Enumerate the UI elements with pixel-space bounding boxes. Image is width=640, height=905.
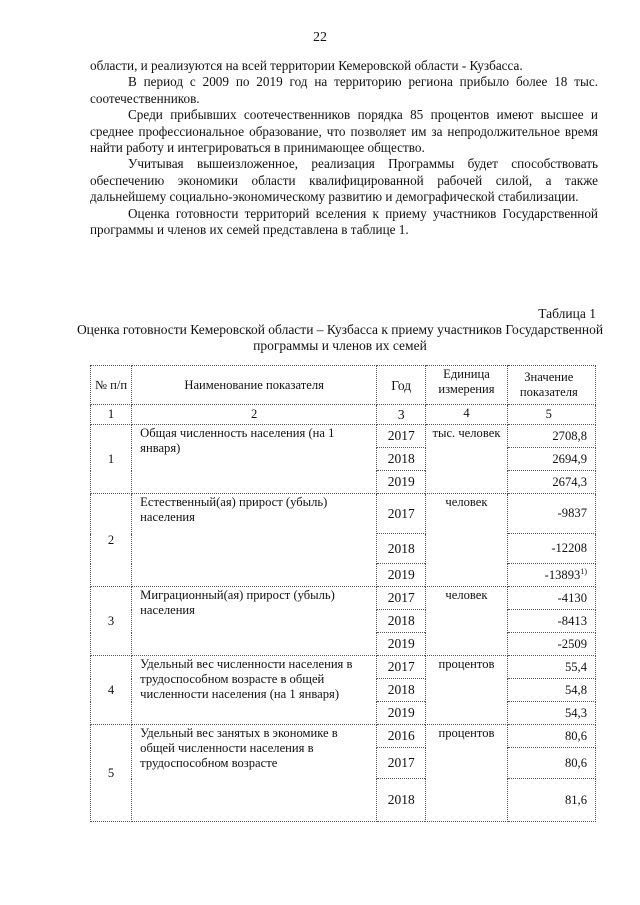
paragraph: области, и реализуются на всей территории Кемеровской области - Кузбасса. (90, 58, 523, 73)
value-cell: -4130 (507, 587, 595, 610)
value-cell: 54,8 (507, 679, 595, 702)
value-cell: 54,3 (507, 702, 595, 725)
value-cell: 2674,3 (507, 471, 595, 494)
value-cell: -12208 (507, 534, 595, 564)
year-cell: 2017 (377, 494, 426, 534)
table-row (91, 656, 596, 679)
value-cell: -9837 (507, 494, 595, 534)
value-cell: 80,6 (507, 725, 595, 748)
page-number: 22 (313, 30, 327, 45)
paragraph: В период с 2009 по 2019 год на территорию региона прибыло более 18 тыс. соотечественников. (90, 74, 598, 106)
table-row (91, 587, 596, 610)
column-header: Год (377, 366, 426, 405)
value-cell: 81,6 (507, 779, 595, 822)
footnote-mark: 1) (580, 566, 587, 576)
column-number: 4 (426, 405, 507, 425)
indicator-table (90, 365, 596, 822)
value-cell: -8413 (507, 610, 595, 633)
body-text (90, 58, 598, 238)
row-number: 2 (91, 494, 132, 587)
value-text: -13893 (544, 568, 581, 583)
column-number: 1 (91, 405, 132, 425)
value-cell: -2509 (507, 633, 595, 656)
column-number: 3 (377, 405, 426, 425)
table-label: Таблица 1 (538, 306, 596, 321)
indicator-name: Удельный вес численности населения в трудоспособном возрасте в общей численности населения (на 1 января) (132, 656, 377, 725)
unit-cell: человек (426, 494, 507, 587)
paragraph: Среди прибывших соотечественников порядка 85 процентов имеют высшее и среднее профессиональное образование, что позволяет им за непродолжительное время найти работу и интегрироваться в принимающее общество. (90, 107, 598, 156)
column-number: 2 (132, 405, 377, 425)
year-cell: 2017 (377, 748, 426, 779)
year-cell: 2019 (377, 633, 426, 656)
indicator-name: Общая численность населения (на 1 января) (132, 425, 377, 494)
unit-cell: тыс. человек (426, 425, 507, 494)
year-cell: 2018 (377, 610, 426, 633)
indicator-name: Удельный вес занятых в экономике в общей численности населения в трудоспособном возрасте (132, 725, 377, 822)
table-row (91, 725, 596, 748)
year-cell: 2019 (377, 702, 426, 725)
year-cell: 2019 (377, 564, 426, 587)
table-header-row (91, 366, 596, 405)
value-cell: 80,6 (507, 748, 595, 779)
year-cell: 2017 (377, 425, 426, 448)
unit-cell: процентов (426, 656, 507, 725)
value-cell (507, 564, 595, 587)
row-number: 5 (91, 725, 132, 822)
paragraph: Учитывая вышеизложенное, реализация Программы будет способствовать обеспечению экономики области квалифицированной рабочей силой, а также дальнейшему социально-экономическому развитию и демографической стабилизации. (90, 156, 598, 205)
column-number-row (91, 405, 596, 425)
column-number: 5 (507, 405, 595, 425)
column-header: Единица измерения (426, 366, 507, 405)
value-cell: 55,4 (507, 656, 595, 679)
row-number: 4 (91, 656, 132, 725)
column-header: Наименование показателя (132, 366, 377, 405)
unit-cell: процентов (426, 725, 507, 822)
paragraph: Оценка готовности территорий вселения к приему участников Государственной программы и членов их семей представлена в таблице 1. (90, 205, 598, 238)
indicator-name: Естественный(ая) прирост (убыль) населения (132, 494, 377, 587)
row-number: 1 (91, 425, 132, 494)
table-row (91, 425, 596, 448)
table-title: Оценка готовности Кемеровской области – Кузбасса к приему участников Государственной программы и членов их семей (76, 322, 604, 353)
unit-cell: человек (426, 587, 507, 656)
year-cell: 2017 (377, 587, 426, 610)
column-header: Значение показателя (507, 366, 595, 405)
year-cell: 2018 (377, 448, 426, 471)
year-cell: 2017 (377, 656, 426, 679)
year-cell: 2016 (377, 725, 426, 748)
value-cell: 2694,9 (507, 448, 595, 471)
column-header: № п/п (91, 366, 132, 405)
year-cell: 2018 (377, 779, 426, 822)
year-cell: 2018 (377, 679, 426, 702)
year-cell: 2019 (377, 471, 426, 494)
row-number: 3 (91, 587, 132, 656)
value-cell: 2708,8 (507, 425, 595, 448)
table-row (91, 494, 596, 534)
year-cell: 2018 (377, 534, 426, 564)
indicator-name: Миграционный(ая) прирост (убыль) населения (132, 587, 377, 656)
